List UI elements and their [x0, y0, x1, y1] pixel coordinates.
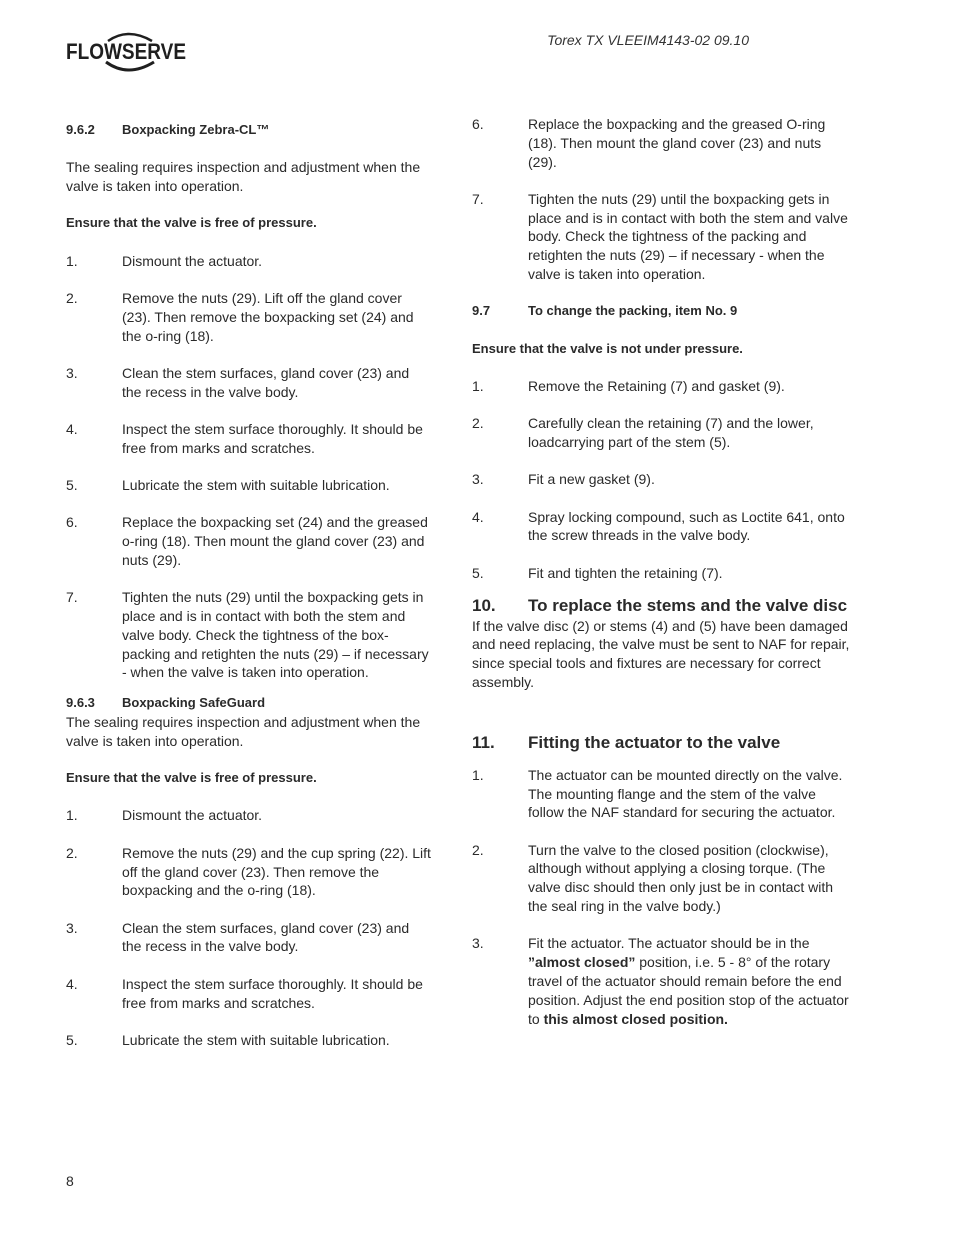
emphasis-end-position: this almost closed position. [543, 1010, 728, 1027]
pressure-warning: Ensure that the valve is not under pressure. [472, 340, 743, 356]
list-item: 1. Remove the Retaining (7) and gasket (9). [472, 377, 785, 394]
list-item: 1. The actuator can be mounted directly on the valve. The mounting flange and the stem of the valve follow the NAF standard for securing the actuator. [472, 766, 843, 821]
list-item: 3. Fit a new gasket (9). [472, 471, 655, 488]
section-9-6-3-heading [66, 694, 431, 713]
section-10-heading [472, 595, 852, 617]
section-9-7-heading [472, 302, 852, 321]
list-item: 4. Inspect the stem surface thoroughly. It should be free from marks and scratches. [66, 420, 423, 456]
list-item: 2. Carefully clean the retaining (7) and the lower, loadcarrying part of the stem (5). [472, 415, 814, 451]
list-item: 2. Turn the valve to the closed position (clockwise), although without applying a closing torque. (The valve disc should then only just be in contact with the seal ring in the valve body.) [472, 841, 834, 915]
section-number: 9.6.3 [66, 695, 95, 711]
section-11-heading [472, 732, 852, 754]
section-number: 10. [472, 595, 496, 615]
list-item: 1. Dismount the actuator. [66, 807, 263, 824]
section-title: Boxpacking SafeGuard [122, 695, 266, 711]
list-item: 6. Replace the boxpacking set (24) and the greased o-ring (18). Then mount the gland cover (23) and nuts (29). [66, 514, 428, 568]
section-title: Fitting the actuator to the valve [528, 732, 781, 752]
list-item: 2. Remove the nuts (29) and the cup spring (22). Lift off the gland cover (23). Then remove the boxpacking and the o-ring (18). [66, 844, 431, 899]
list-item: 5. Lubricate the stem with suitable lubrication. [66, 1031, 390, 1048]
flowserve-logo [66, 28, 188, 74]
list-item: 7. Tighten the nuts (29) until the boxpacking gets in place and is in contact with both the stem and valve body. Check the tightness of the packing and retighten the nuts (29) – if necessary - when the valve is taken into operation. [472, 190, 848, 283]
list-item: 3. Clean the stem surfaces, gland cover (23) and the recess in the valve body. [66, 919, 410, 955]
list-item: 5. Lubricate the stem with suitable lubrication. [66, 477, 390, 494]
section-10-body: If the valve disc (2) or stems (4) and (5) have been damaged and need replacing, the valve must be sent to NAF for repair, since special tools and fixtures are necessary for correct assembly. [472, 617, 850, 690]
section-intro: The sealing requires inspection and adjustment when the valve is taken into operation. [66, 159, 421, 195]
logo-wordmark: FLOWSERVE [66, 39, 186, 64]
page-number: 8 [66, 1173, 74, 1189]
document-reference: Torex TX VLEEIM4143-02 09.10 [547, 32, 749, 48]
list-item: 1. Dismount the actuator. [66, 252, 263, 269]
list-item: 4. Inspect the stem surface thoroughly. It should be free from marks and scratches. [66, 975, 423, 1011]
list-item: 4. Spray locking compound, such as Loctite 641, onto the screw threads in the valve body. [472, 508, 845, 544]
section-number: 9.6.2 [66, 122, 95, 137]
pressure-warning: Ensure that the valve is free of pressure. [66, 215, 317, 231]
emphasis-almost-closed: ”almost closed” [528, 954, 636, 971]
list-item: 3. Clean the stem surfaces, gland cover (23) and the recess in the valve body. [66, 364, 410, 400]
right-column [472, 115, 852, 1028]
list-item: 2. Remove the nuts (29). Lift off the gland cover (23). Then remove the boxpacking set (24) and the o-ring (18). [66, 289, 414, 344]
section-title: To replace the stems and the valve disc [528, 595, 848, 615]
section-title: Boxpacking Zebra-CL™ [122, 122, 270, 137]
section-number: 11. [472, 732, 495, 752]
left-column [66, 121, 431, 1050]
section-9-6-2-heading [66, 121, 431, 140]
list-item: 3. Fit the actuator. The actuator should be in the ”almost closed” position, i.e. 5 - 8° of the rotary travel of the actuator should remain before the end position. Adjust the end position stop of the actuator to this almost closed position. [472, 935, 849, 1027]
list-item: 5. Fit and tighten the retaining (7). [472, 564, 723, 581]
section-intro: The sealing requires inspection and adjustment when the valve is taken into operation. [66, 714, 421, 749]
list-item: 7. Tighten the nuts (29) until the boxpacking gets in place and is in contact with both the stem and valve body. Check the tightness of the box-packing and retighten the nuts (29) – if necessary - when the valve is taken into operation. [66, 589, 429, 681]
list-item: 6. Replace the boxpacking and the greased O-ring (18). Then mount the gland cover (23) and nuts (29). [472, 116, 826, 170]
pressure-warning: Ensure that the valve is free of pressure. [66, 770, 317, 786]
section-title: To change the packing, item No. 9 [528, 303, 738, 319]
section-number: 9.7 [472, 303, 491, 319]
